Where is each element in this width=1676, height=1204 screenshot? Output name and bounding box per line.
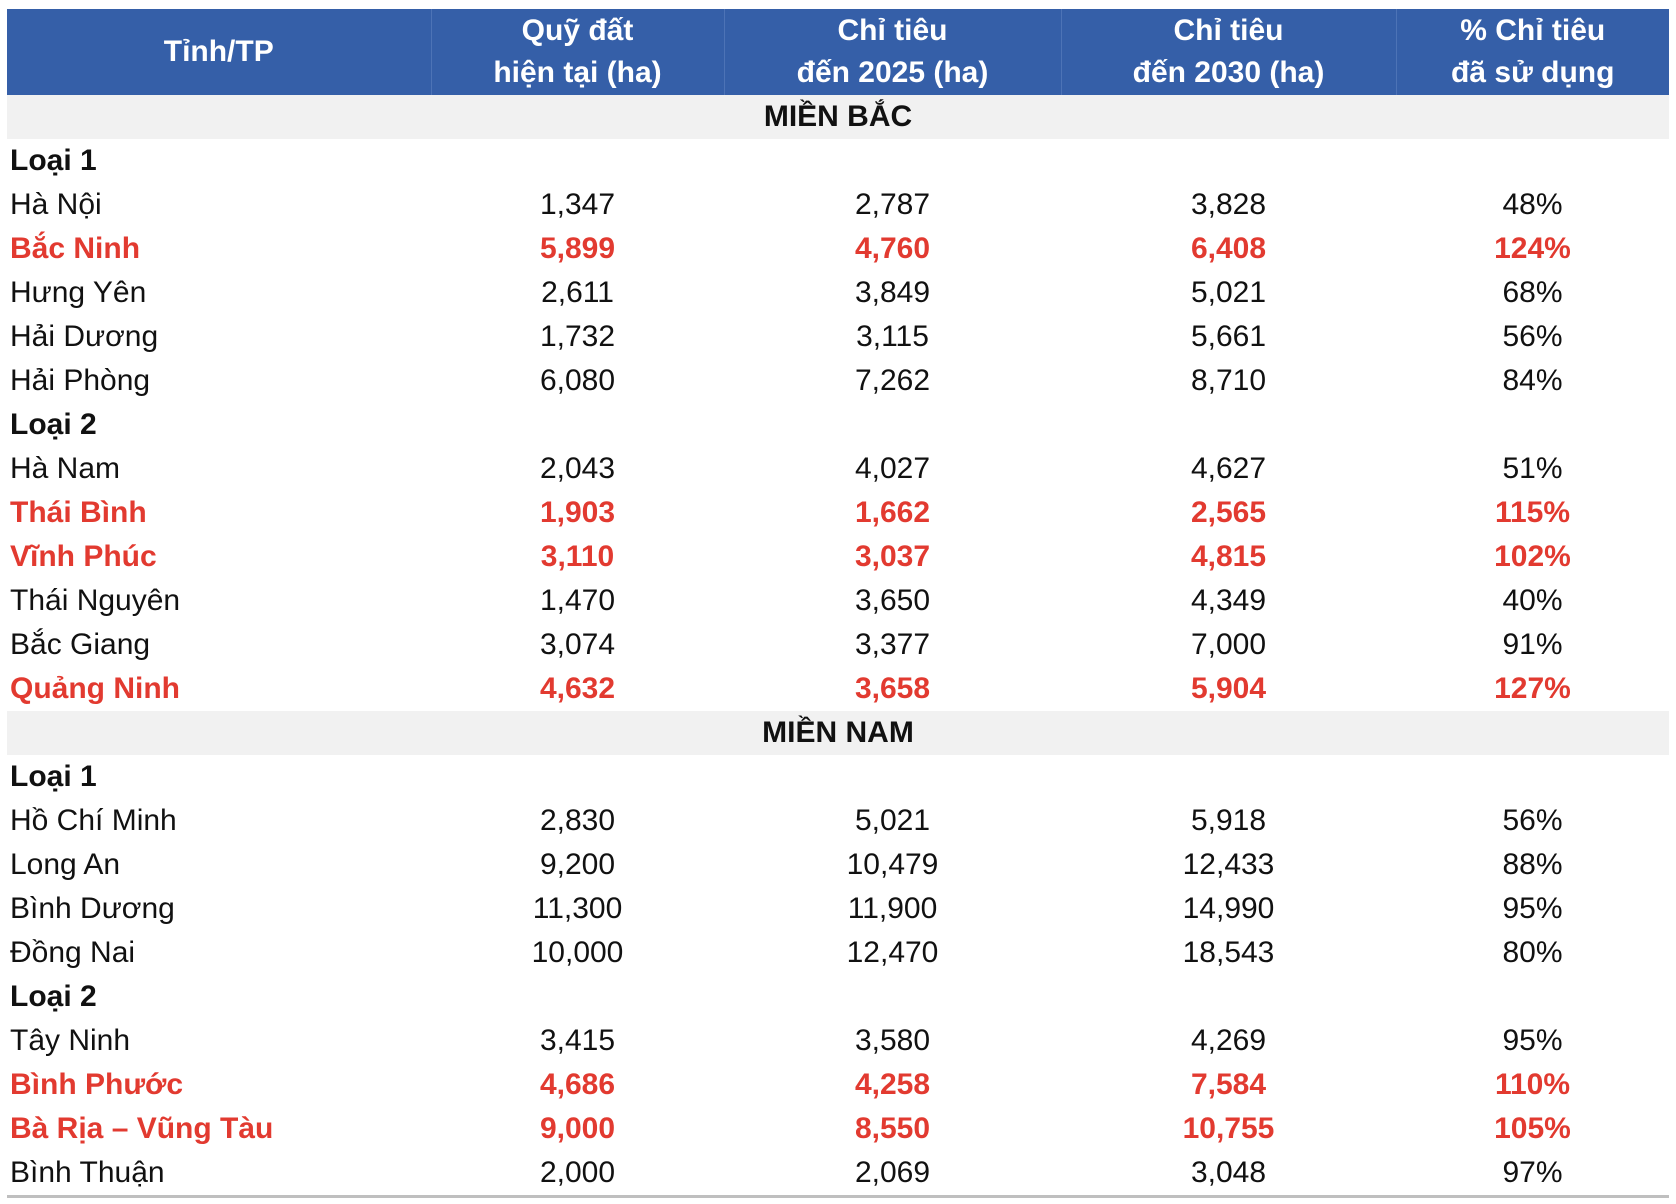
table-row bbox=[7, 843, 1669, 887]
cell-pct-used: 115% bbox=[1494, 496, 1571, 529]
cell-target-2025: 7,262 bbox=[854, 364, 931, 397]
cell-province: Hà Nội bbox=[10, 188, 102, 221]
group-row bbox=[7, 755, 1669, 799]
cell-target-2030: 4,627 bbox=[1190, 452, 1267, 485]
cell-pct-used: 124% bbox=[1494, 232, 1571, 265]
cell-pct-used: 48% bbox=[1502, 188, 1563, 221]
cell-pct-used: 127% bbox=[1494, 672, 1571, 705]
cell-current-land: 2,830 bbox=[539, 804, 616, 837]
table-body bbox=[7, 95, 1669, 1197]
table-row bbox=[7, 667, 1669, 711]
cell-pct-used: 56% bbox=[1502, 320, 1563, 353]
table-row bbox=[7, 1063, 1669, 1107]
header-province: Tỉnh/TP bbox=[7, 9, 431, 95]
cell-target-2025: 2,787 bbox=[854, 188, 931, 221]
cell-province: Hồ Chí Minh bbox=[10, 804, 177, 837]
cell-target-2025: 3,115 bbox=[856, 320, 929, 353]
cell-target-2025: 4,027 bbox=[854, 452, 931, 485]
cell-province: Bình Phước bbox=[10, 1068, 184, 1101]
cell-pct-used: 80% bbox=[1502, 936, 1563, 969]
cell-target-2025: 4,760 bbox=[854, 232, 931, 265]
cell-target-2025: 11,900 bbox=[847, 892, 938, 925]
group-label: Loại 2 bbox=[10, 980, 97, 1013]
cell-province: Long An bbox=[10, 848, 121, 881]
table-row bbox=[7, 315, 1669, 359]
header-target-2025: Chỉ tiêu đến 2025 (ha) bbox=[724, 9, 1061, 95]
cell-pct-used: 97% bbox=[1396, 1151, 1669, 1197]
table-row bbox=[7, 447, 1669, 491]
cell-target-2030: 5,021 bbox=[1190, 276, 1267, 309]
cell-current-land: 9,000 bbox=[539, 1112, 616, 1145]
cell-target-2030: 14,990 bbox=[1182, 892, 1275, 925]
cell-target-2030: 5,904 bbox=[1190, 672, 1267, 705]
table-row bbox=[7, 535, 1669, 579]
cell-pct-used: 95% bbox=[1502, 1024, 1563, 1057]
cell-province: Hải Dương bbox=[10, 320, 159, 353]
cell-current-land: 3,074 bbox=[539, 628, 616, 661]
region-title: MIỀN BẮC bbox=[7, 95, 1669, 139]
cell-target-2030: 4,815 bbox=[1190, 540, 1267, 573]
cell-current-land: 1,903 bbox=[539, 496, 616, 529]
cell-province: Bắc Ninh bbox=[10, 232, 141, 265]
table-row bbox=[7, 579, 1669, 623]
cell-target-2025: 5,021 bbox=[854, 804, 931, 837]
cell-current-land: 10,000 bbox=[531, 936, 624, 969]
industrial-land-table-wrapper bbox=[7, 9, 1669, 1198]
cell-pct-used: 88% bbox=[1502, 848, 1563, 881]
table-row bbox=[7, 1151, 1669, 1197]
cell-province: Hưng Yên bbox=[10, 276, 147, 309]
table-row bbox=[7, 491, 1669, 535]
cell-province: Vĩnh Phúc bbox=[10, 540, 157, 573]
cell-target-2030: 12,433 bbox=[1182, 848, 1275, 881]
cell-target-2030: 2,565 bbox=[1190, 496, 1267, 529]
cell-province: Bà Rịa – Vũng Tàu bbox=[10, 1112, 274, 1145]
cell-current-land: 2,043 bbox=[539, 452, 616, 485]
cell-current-land: 3,415 bbox=[539, 1024, 616, 1057]
cell-pct-used: 84% bbox=[1502, 364, 1563, 397]
cell-target-2030: 7,584 bbox=[1190, 1068, 1267, 1101]
cell-pct-used: 40% bbox=[1502, 584, 1563, 617]
cell-target-2030: 4,349 bbox=[1190, 584, 1267, 617]
cell-target-2030: 3,048 bbox=[1061, 1151, 1396, 1197]
cell-pct-used: 105% bbox=[1494, 1112, 1571, 1145]
cell-current-land: 6,080 bbox=[539, 364, 616, 397]
cell-province: Hải Phòng bbox=[10, 364, 151, 397]
cell-current-land: 1,347 bbox=[539, 188, 616, 221]
cell-target-2030: 7,000 bbox=[1190, 628, 1267, 661]
cell-target-2030: 3,828 bbox=[1190, 188, 1267, 221]
cell-pct-used: 51% bbox=[1502, 452, 1563, 485]
group-row bbox=[7, 975, 1669, 1019]
region-title: MIỀN NAM bbox=[7, 711, 1669, 755]
group-label: Loại 1 bbox=[10, 144, 97, 177]
cell-target-2030: 4,269 bbox=[1190, 1024, 1267, 1057]
cell-target-2030: 10,755 bbox=[1182, 1112, 1275, 1145]
cell-target-2030: 5,661 bbox=[1190, 320, 1267, 353]
industrial-land-table bbox=[7, 9, 1669, 1198]
table-row bbox=[7, 1107, 1669, 1151]
cell-target-2025: 3,377 bbox=[854, 628, 931, 661]
table-row bbox=[7, 359, 1669, 403]
cell-current-land: 1,470 bbox=[539, 584, 616, 617]
cell-target-2025: 8,550 bbox=[854, 1112, 931, 1145]
region-row-south bbox=[7, 711, 1669, 755]
cell-current-land: 2,000 bbox=[431, 1151, 724, 1197]
region-row-north bbox=[7, 95, 1669, 139]
cell-pct-used: 110% bbox=[1494, 1068, 1571, 1101]
table-row bbox=[7, 271, 1669, 315]
cell-target-2030: 18,543 bbox=[1182, 936, 1275, 969]
cell-target-2030: 6,408 bbox=[1190, 232, 1267, 265]
cell-current-land: 5,899 bbox=[539, 232, 616, 265]
header-row bbox=[7, 9, 1669, 95]
group-label: Loại 1 bbox=[10, 760, 97, 793]
cell-province: Tây Ninh bbox=[10, 1024, 131, 1057]
header-pct-used: % Chỉ tiêu đã sử dụng bbox=[1396, 9, 1669, 95]
cell-target-2025: 3,580 bbox=[854, 1024, 931, 1057]
cell-province: Bình Thuận bbox=[7, 1151, 431, 1197]
cell-current-land: 9,200 bbox=[539, 848, 616, 881]
table-row bbox=[7, 183, 1669, 227]
cell-province: Bắc Giang bbox=[10, 628, 151, 661]
cell-current-land: 2,611 bbox=[541, 276, 614, 309]
cell-province: Bình Dương bbox=[10, 892, 175, 925]
group-label: Loại 2 bbox=[10, 408, 97, 441]
cell-target-2025: 3,849 bbox=[854, 276, 931, 309]
cell-pct-used: 95% bbox=[1502, 892, 1563, 925]
cell-target-2025: 1,662 bbox=[854, 496, 931, 529]
cell-target-2025: 2,069 bbox=[724, 1151, 1061, 1197]
cell-target-2025: 3,650 bbox=[854, 584, 931, 617]
cell-current-land: 1,732 bbox=[539, 320, 616, 353]
table-row bbox=[7, 1019, 1669, 1063]
table-row bbox=[7, 887, 1669, 931]
cell-province: Đồng Nai bbox=[10, 936, 136, 969]
header-target-2030: Chỉ tiêu đến 2030 (ha) bbox=[1061, 9, 1396, 95]
cell-current-land: 11,300 bbox=[532, 892, 623, 925]
group-row bbox=[7, 139, 1669, 183]
header-current-land: Quỹ đất hiện tại (ha) bbox=[431, 9, 724, 95]
cell-current-land: 4,632 bbox=[539, 672, 616, 705]
cell-province: Thái Bình bbox=[10, 496, 147, 529]
cell-target-2025: 10,479 bbox=[846, 848, 939, 881]
group-row bbox=[7, 403, 1669, 447]
cell-pct-used: 56% bbox=[1502, 804, 1563, 837]
cell-target-2025: 12,470 bbox=[846, 936, 939, 969]
cell-pct-used: 68% bbox=[1502, 276, 1563, 309]
table-row bbox=[7, 931, 1669, 975]
cell-pct-used: 102% bbox=[1494, 540, 1571, 573]
cell-target-2025: 3,658 bbox=[854, 672, 931, 705]
table-header bbox=[7, 9, 1669, 95]
cell-target-2030: 5,918 bbox=[1190, 804, 1267, 837]
table-row bbox=[7, 623, 1669, 667]
cell-target-2030: 8,710 bbox=[1190, 364, 1267, 397]
table-row bbox=[7, 227, 1669, 271]
cell-province: Hà Nam bbox=[10, 452, 121, 485]
cell-current-land: 4,686 bbox=[539, 1068, 616, 1101]
cell-target-2025: 4,258 bbox=[854, 1068, 931, 1101]
cell-province: Quảng Ninh bbox=[10, 672, 180, 705]
cell-target-2025: 3,037 bbox=[854, 540, 931, 573]
cell-current-land: 3,110 bbox=[540, 540, 615, 573]
cell-province: Thái Nguyên bbox=[10, 584, 181, 617]
cell-pct-used: 91% bbox=[1502, 628, 1563, 661]
table-row bbox=[7, 799, 1669, 843]
